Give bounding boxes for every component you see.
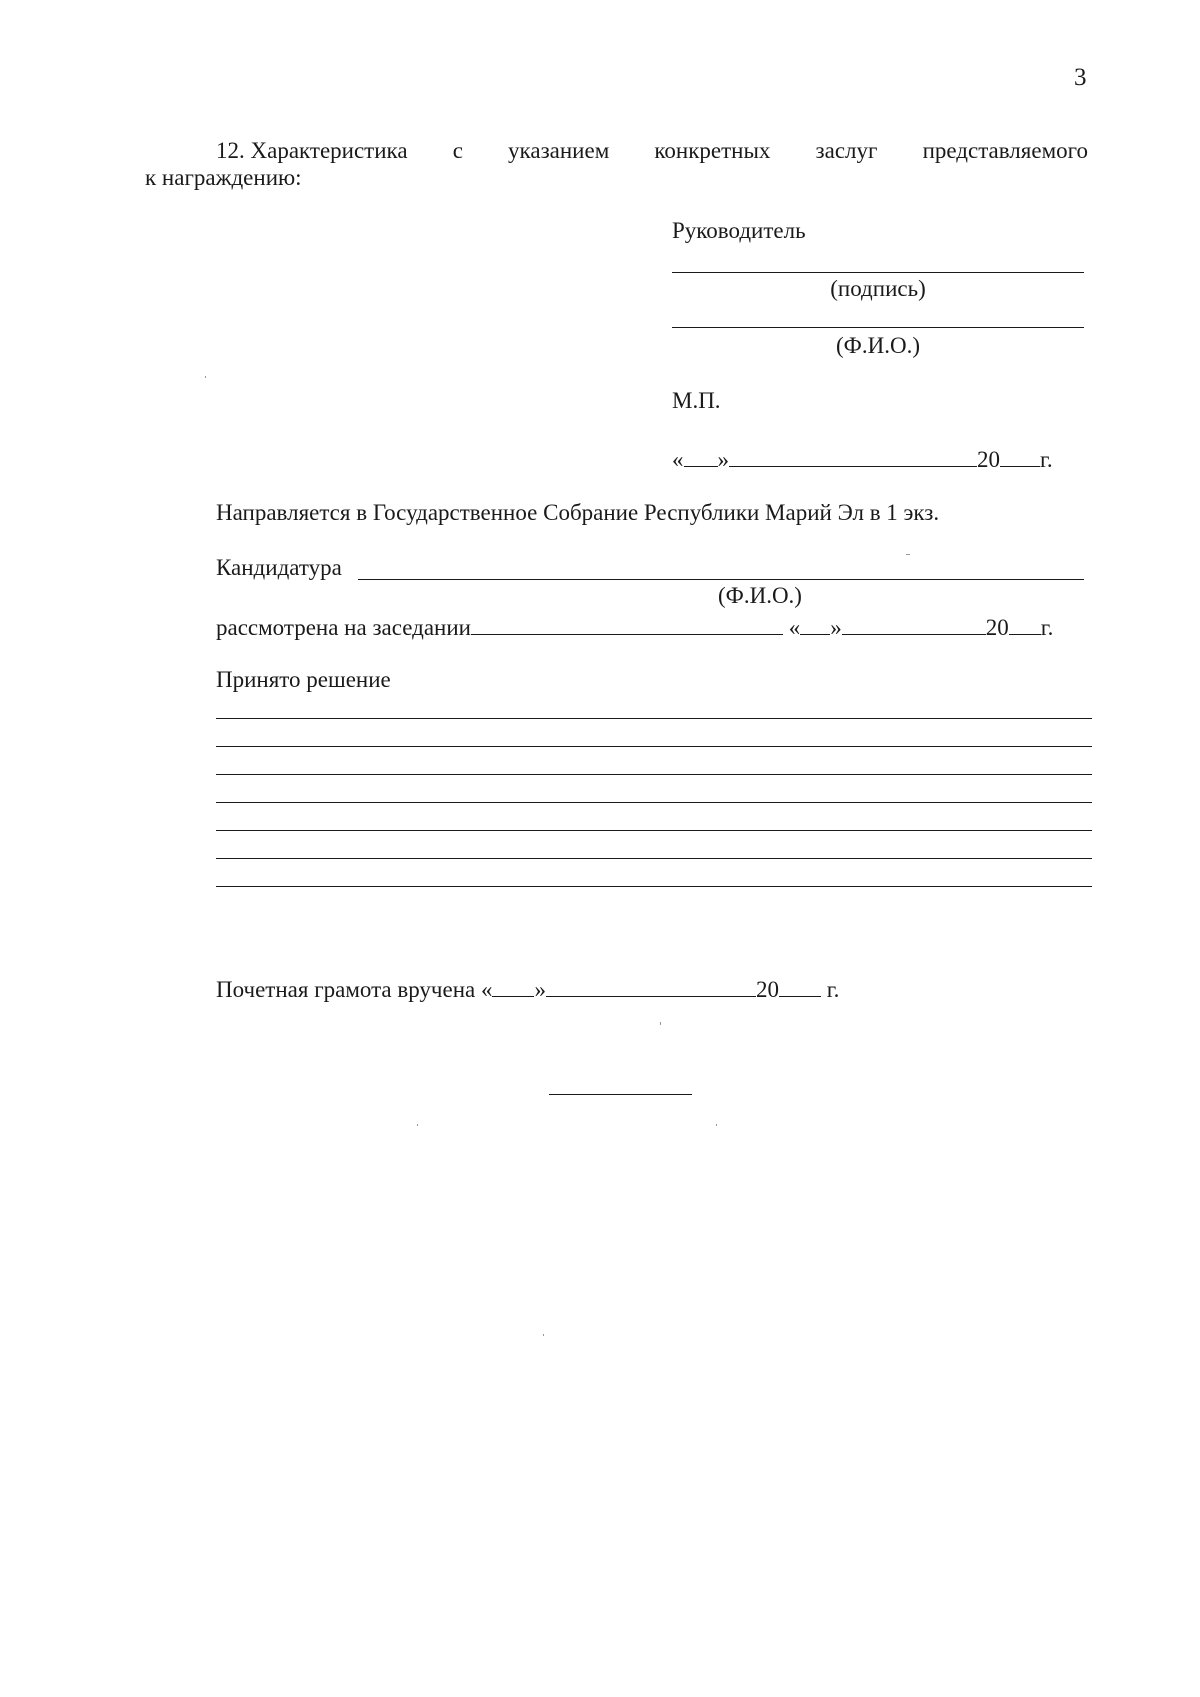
reviewed-label: рассмотрена на заседании bbox=[216, 615, 471, 640]
year-suffix: г. bbox=[826, 977, 840, 1002]
decision-line[interactable] bbox=[216, 830, 1092, 831]
day-blank[interactable] bbox=[800, 612, 830, 635]
end-separator-line bbox=[549, 1094, 692, 1095]
item-12-word: 12. Характеристика bbox=[216, 138, 408, 163]
signature-line[interactable] bbox=[672, 272, 1084, 273]
scan-speck bbox=[906, 554, 910, 555]
diploma-handed bbox=[216, 974, 839, 1003]
year-blank[interactable] bbox=[779, 974, 821, 997]
name-line[interactable] bbox=[672, 327, 1084, 328]
close-quote: » bbox=[717, 447, 729, 472]
month-blank[interactable] bbox=[729, 444, 977, 467]
item-12-word: указанием bbox=[508, 138, 610, 163]
open-quote: « bbox=[672, 447, 684, 472]
decision-line[interactable] bbox=[216, 858, 1092, 859]
page-number: 3 bbox=[1074, 64, 1087, 91]
scan-speck bbox=[716, 1124, 717, 1126]
candidacy-name-line[interactable] bbox=[358, 579, 1084, 580]
year-suffix: г. bbox=[1040, 615, 1054, 640]
item-12-word: заслуг bbox=[815, 138, 878, 163]
decision-line[interactable] bbox=[216, 802, 1092, 803]
item-12-continuation: к награждению: bbox=[145, 165, 302, 190]
scan-speck bbox=[660, 1022, 661, 1025]
item-12-word: представляемого bbox=[922, 138, 1088, 163]
seal-place-label: М.П. bbox=[672, 388, 721, 413]
decision-line[interactable] bbox=[216, 718, 1092, 719]
year-blank[interactable] bbox=[1000, 444, 1040, 467]
month-blank[interactable] bbox=[842, 612, 986, 635]
signature-caption: (подпись) bbox=[830, 276, 926, 301]
decision-line[interactable] bbox=[216, 774, 1092, 775]
month-blank[interactable] bbox=[546, 974, 756, 997]
year-suffix: г. bbox=[1040, 447, 1053, 472]
head-label: Руководитель bbox=[672, 218, 806, 243]
name-caption: (Ф.И.О.) bbox=[836, 333, 920, 358]
diploma-label: Почетная грамота вручена bbox=[216, 977, 476, 1002]
year-prefix: 20 bbox=[985, 615, 1009, 640]
item-12-word: конкретных bbox=[654, 138, 771, 163]
meeting-blank[interactable] bbox=[471, 612, 783, 635]
decision-label: Принято решение bbox=[216, 667, 391, 692]
signature-date bbox=[672, 444, 1053, 473]
day-blank[interactable] bbox=[492, 974, 534, 997]
decision-line[interactable] bbox=[216, 886, 1092, 887]
scan-speck bbox=[417, 1124, 418, 1126]
close-quote: » bbox=[830, 615, 842, 640]
close-quote: » bbox=[534, 977, 546, 1002]
candidacy-name-caption: (Ф.И.О.) bbox=[718, 583, 802, 608]
sent-to-text: Направляется в Государственное Собрание Республики Марий Эл в 1 экз. bbox=[216, 500, 940, 525]
year-prefix: 20 bbox=[755, 977, 779, 1002]
year-prefix: 20 bbox=[977, 447, 1000, 472]
item-12-word: с bbox=[452, 138, 463, 163]
scan-speck bbox=[205, 376, 206, 378]
day-blank[interactable] bbox=[684, 444, 718, 467]
reviewed-at-meeting bbox=[216, 612, 1053, 641]
item-12-heading bbox=[216, 138, 1088, 164]
decision-line[interactable] bbox=[216, 746, 1092, 747]
candidacy-label: Кандидатура bbox=[216, 555, 342, 580]
open-quote: « bbox=[480, 977, 493, 1002]
scan-speck bbox=[543, 1334, 544, 1336]
year-blank[interactable] bbox=[1009, 612, 1041, 635]
open-quote: « bbox=[788, 615, 801, 640]
